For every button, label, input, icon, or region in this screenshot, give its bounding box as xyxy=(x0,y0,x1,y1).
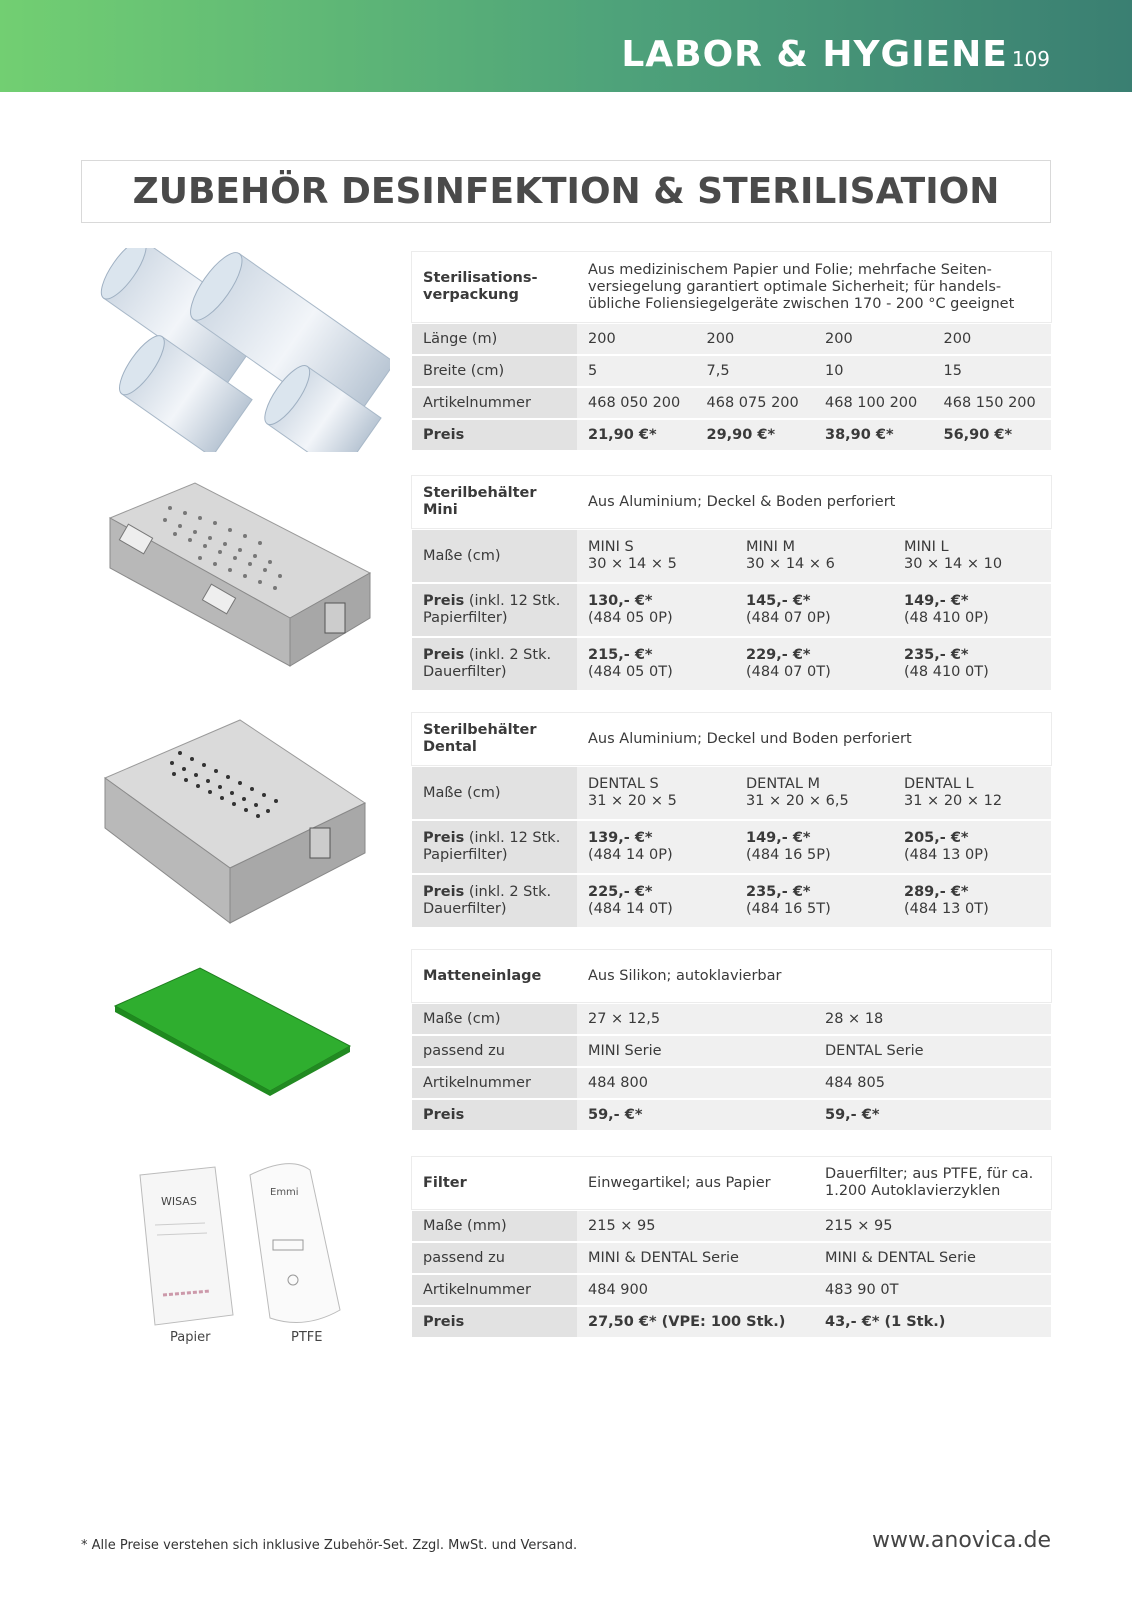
filter-description-paper: Einwegartikel; aus Papier xyxy=(577,1157,814,1209)
mini-description: Aus Aluminium; Deckel & Boden perforiert xyxy=(577,476,1051,528)
table-row: Artikelnummer 484 800 484 805 xyxy=(412,1068,1051,1098)
section-title-box xyxy=(81,160,1051,223)
header-title xyxy=(621,34,1050,75)
page-number: 109 xyxy=(1011,47,1050,71)
table-row: passend zu MINI Serie DENTAL Serie xyxy=(412,1036,1051,1066)
price-row: Preis (inkl. 12 Stk. Papierfilter) 130,- €* (484 05 0P) 145,- €* (484 07 0P) 149,- €* (48 410 0P) xyxy=(412,584,1051,636)
silicone-mat-image xyxy=(110,966,355,1096)
sterilisation-table xyxy=(412,250,1051,452)
table-row: Artikelnummer 468 050 200 468 075 200 468 100 200 468 150 200 xyxy=(412,388,1051,418)
sterile-container-mini-image xyxy=(100,478,378,668)
website-link[interactable]: www.anovica.de xyxy=(871,1528,1051,1553)
dental-name: Sterilbehälter Dental xyxy=(412,713,577,765)
sterile-container-dental-image xyxy=(100,718,378,928)
price-row: Preis (inkl. 2 Stk. Dauerfilter) 225,- €* (484 14 0T) 235,- €* (484 16 5T) 289,- €* (484 13 0T) xyxy=(412,875,1051,927)
price-row: Preis (inkl. 12 Stk. Papierfilter) 139,- €* (484 14 0P) 149,- €* (484 16 5P) 205,- €* (484 13 0P) xyxy=(412,821,1051,873)
price-row: Preis 21,90 €* 29,90 €* 38,90 €* 56,90 €* xyxy=(412,420,1051,450)
mat-table xyxy=(412,948,1051,1132)
mini-name: Sterilbehälter Mini xyxy=(412,476,577,528)
sterilisation-description: Aus medizinischem Papier und Folie; mehrfache Seiten- versiegelung garantiert optimale Sicherheit; für handels- übliche Foliensiegelgeräte zwischen 170 - 200 °C geeignet xyxy=(577,252,1051,322)
table-row: Länge (m) 200 200 200 200 xyxy=(412,324,1051,354)
dental-container-table xyxy=(412,711,1051,929)
ptfe-filter-brand: Emmi xyxy=(270,1187,299,1198)
ptfe-filter-image xyxy=(245,1160,345,1325)
mini-container-table xyxy=(412,474,1051,692)
caption-paper: Papier xyxy=(170,1330,211,1345)
section-title: ZUBEHÖR DESINFEKTION & STERILISATION xyxy=(132,171,1000,212)
footnote: * Alle Preise verstehen sich inklusive Zubehör-Set. Zzgl. MwSt. und Versand. xyxy=(81,1538,578,1553)
filter-table xyxy=(412,1155,1051,1339)
filter-name: Filter xyxy=(412,1157,577,1209)
mat-description: Aus Silikon; autoklavierbar xyxy=(577,950,1051,1002)
table-row: Artikelnummer 484 900 483 90 0T xyxy=(412,1275,1051,1305)
caption-ptfe: PTFE xyxy=(291,1330,323,1345)
paper-filter-brand: WISAS xyxy=(161,1195,197,1208)
table-row: Maße (cm) 27 × 12,5 28 × 18 xyxy=(412,1004,1051,1034)
sterilisation-name: Sterilisations- verpackung xyxy=(412,252,577,322)
table-row: Maße (cm) DENTAL S 31 × 20 × 5 DENTAL M 31 × 20 × 6,5 DENTAL L 31 × 20 × 12 xyxy=(412,767,1051,819)
price-row: Preis 59,- €* 59,- €* xyxy=(412,1100,1051,1130)
price-row: Preis 27,50 €* (VPE: 100 Stk.) 43,- €* (1 Stk.) xyxy=(412,1307,1051,1337)
table-row: Maße (mm) 215 × 95 215 × 95 xyxy=(412,1211,1051,1241)
dental-description: Aus Aluminium; Deckel und Boden perforiert xyxy=(577,713,1051,765)
filter-description-ptfe: Dauerfilter; aus PTFE, für ca. 1.200 Autoklavierzyklen xyxy=(814,1157,1051,1209)
sterilisation-rolls-image xyxy=(90,248,390,452)
mat-name: Matteneinlage xyxy=(412,950,577,1002)
category-title: LABOR & HYGIENE xyxy=(621,34,1008,75)
table-row: Maße (cm) MINI S 30 × 14 × 5 MINI M 30 × 14 × 6 MINI L 30 × 14 × 10 xyxy=(412,530,1051,582)
paper-filter-image xyxy=(135,1165,235,1327)
table-row: Breite (cm) 5 7,5 10 15 xyxy=(412,356,1051,386)
table-row: passend zu MINI & DENTAL Serie MINI & DENTAL Serie xyxy=(412,1243,1051,1273)
price-row: Preis (inkl. 2 Stk. Dauerfilter) 215,- €* (484 05 0T) 229,- €* (484 07 0T) 235,- €* (48 410 0T) xyxy=(412,638,1051,690)
